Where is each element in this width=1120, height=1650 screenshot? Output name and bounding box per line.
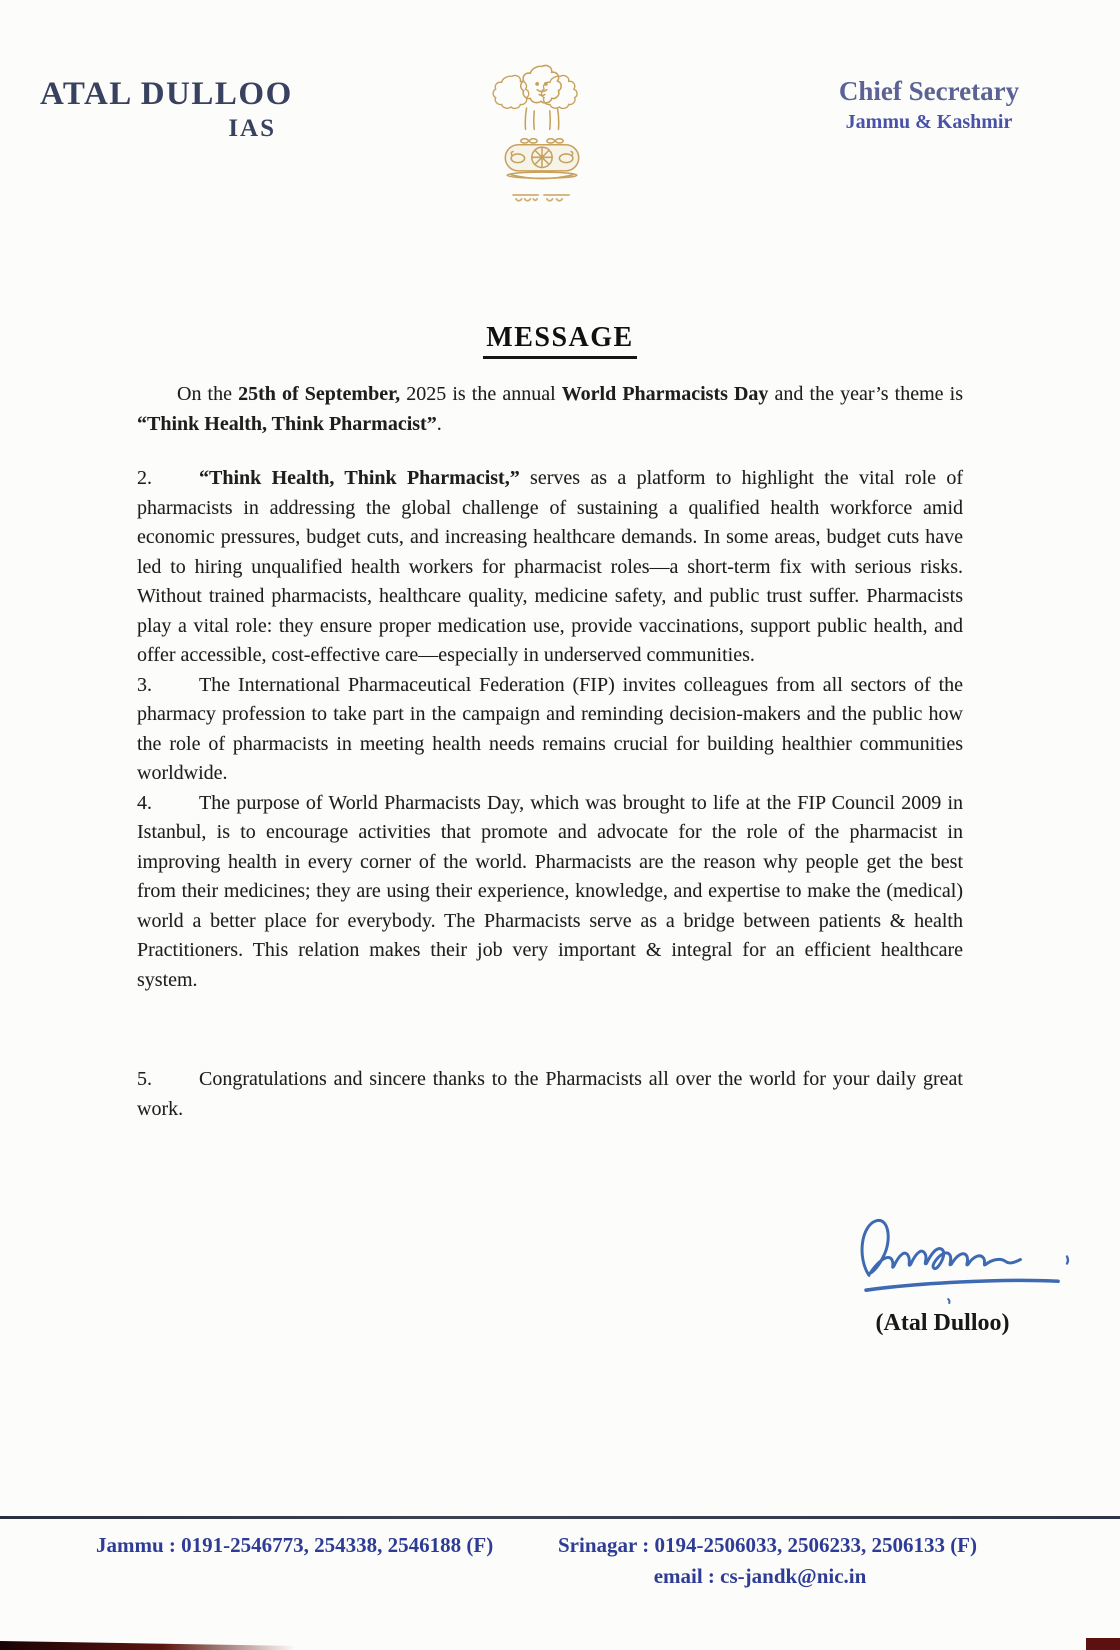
region-label: Jammu & Kashmir — [845, 111, 1013, 133]
p1-bold-event: World Pharmacists Day — [561, 383, 769, 405]
p1-bold-date: 25th of September, — [238, 383, 407, 405]
footer-srinagar-phones: Srinagar : 0194-2506033, 2506233, 2506133 (F) — [558, 1533, 978, 1557]
footer-email: email : cs-jandk@nic.in — [653, 1564, 867, 1588]
signer-name: (Atal Dulloo) — [875, 1310, 1010, 1336]
footer-divider — [0, 1516, 1120, 1519]
p5-text: Congratulations and sincere thanks to the Pharmacists all over the world for your daily great work. — [137, 1068, 963, 1120]
p2-text: serves as a platform to highlight the vital role of pharmacists in addressing the global challenge of sustaining a qualified health workforce amid economic pressures, budget cuts, and increasing healthcare demands. In some areas, budget cuts have led to hiring unqualified health workers for pharmacist roles—a short-term fix with serious risks. Without trained pharmacists, healthcare quality, medicine safety, and public trust suffer. Pharmacists play a vital role: they ensure proper medication use, provide vaccinations, support public health, and offer accessible, cost-effective care—especially in underserved communities. — [137, 467, 963, 666]
letter-body — [137, 380, 963, 1124]
paragraph-5 — [137, 1065, 963, 1124]
p1-bold-theme: “Think Health, Think Pharmacist” — [137, 412, 437, 435]
p2-bold-theme: “Think Health, Think Pharmacist,” — [199, 467, 520, 489]
p3-text: The International Pharmaceutical Federation (FIP) invites colleagues from all sectors of the pharmacy profession to take part in the campaign and reminding decision-makers and the public how the role of pharmacists in meeting health needs remains crucial for building healthier communities worldwide. — [137, 673, 963, 784]
paragraph-number: 4. — [137, 791, 152, 814]
paragraph-2 — [137, 464, 963, 671]
paragraph-4 — [137, 789, 963, 996]
paragraph-3 — [137, 671, 963, 789]
officer-name-block — [40, 76, 293, 143]
paragraph-number: 3. — [137, 673, 152, 696]
chief-secretary-title: Chief Secretary — [838, 76, 1020, 106]
scan-edge-artifact-left — [0, 1641, 295, 1650]
footer-jammu-phones: Jammu : 0191-2546773, 254338, 2546188 (F) — [96, 1533, 494, 1557]
p1-text: and the year’s theme is — [768, 383, 963, 405]
designation-block — [824, 76, 1034, 134]
paragraph-1 — [137, 380, 963, 439]
page-title — [0, 322, 1120, 359]
paragraph-number: 2. — [137, 467, 152, 489]
officer-cadre: IAS — [228, 115, 276, 142]
p1-text: On the — [177, 383, 239, 405]
p1-text: 2025 is the annual — [406, 383, 562, 405]
scan-edge-artifact-right — [1086, 1638, 1120, 1650]
p4-text: The purpose of World Pharmacists Day, which was brought to life at the FIP Council 2009 in Istanbul, is to encourage activities that promote and advocate for the role of the pharmacist in improving health in every corner of the world. Pharmacists are the reason why people get the best from their medicines; they are using their experience, knowledge, and expertise to make the (medical) world a better place for everybody. The Pharmacists serve as a bridge between patients & health Practitioners. This relation makes their job very important & integral for an efficient healthcare system. — [137, 791, 963, 991]
national-emblem-icon — [484, 52, 600, 229]
officer-name: ATAL DULLOO — [40, 76, 293, 112]
p1-text: . — [436, 412, 442, 435]
paragraph-number: 5. — [137, 1068, 152, 1090]
signature-scribble — [853, 1210, 1081, 1308]
page-title-text: MESSAGE — [483, 322, 636, 359]
